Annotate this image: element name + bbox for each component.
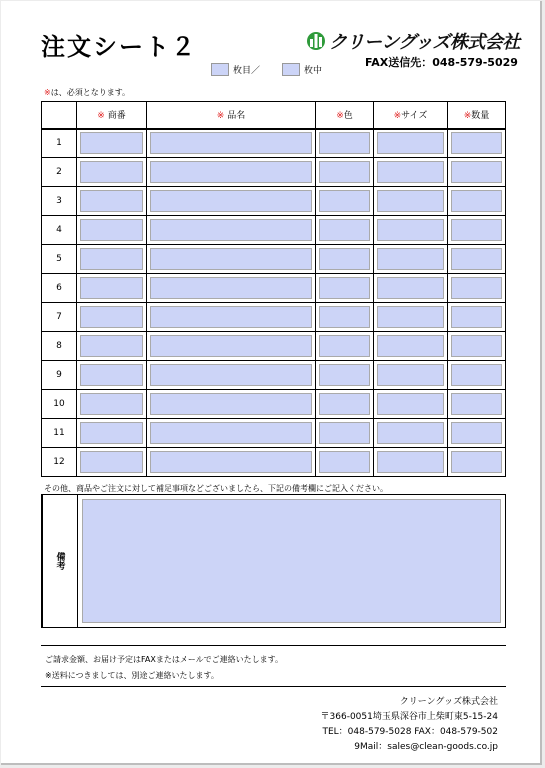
cell-name [147,448,316,477]
cell-code [77,303,147,332]
size-input[interactable] [377,277,444,299]
cell-size [374,158,448,187]
page-of-label: 枚目／ [233,66,261,76]
qty-input[interactable] [451,132,502,154]
cell-code [77,419,147,448]
table-row [42,390,506,419]
cell-name [147,187,316,216]
col-header-size [374,102,448,129]
cell-size [374,245,448,274]
cell-qty [448,245,506,274]
row-number: 5 [42,245,77,274]
name-input[interactable] [150,219,312,241]
company-logo [306,29,520,53]
qty-input[interactable] [451,393,502,415]
footer-notes [45,652,283,684]
cell-size [374,448,448,477]
name-input[interactable] [150,277,312,299]
code-input[interactable] [80,277,143,299]
cell-name [147,390,316,419]
cell-code [77,245,147,274]
row-number: 1 [42,129,77,158]
cell-code [77,158,147,187]
cell-code [77,448,147,477]
size-input[interactable] [377,335,444,357]
cell-qty [448,419,506,448]
cell-size [374,419,448,448]
cell-color [316,390,374,419]
cell-name [147,303,316,332]
required-mark: ※ [216,111,225,122]
cell-size [374,390,448,419]
cell-qty [448,448,506,477]
table-row [42,361,506,390]
col-header-num [42,102,77,129]
size-input[interactable] [377,393,444,415]
cell-color [316,129,374,158]
qty-input[interactable] [451,277,502,299]
code-input[interactable] [80,248,143,270]
size-input[interactable] [377,219,444,241]
name-input[interactable] [150,161,312,183]
required-mark: ※ [336,111,344,122]
cell-qty [448,187,506,216]
cell-qty [448,158,506,187]
cell-name [147,245,316,274]
cell-code [77,187,147,216]
cell-qty [448,332,506,361]
cell-qty [448,361,506,390]
col-header-label: 数量 [471,111,490,122]
code-input[interactable] [80,219,143,241]
cell-qty [448,129,506,158]
color-input[interactable] [319,161,370,183]
col-header-qty [448,102,506,129]
cell-code [77,274,147,303]
order-table [41,101,506,477]
col-header-label: 色 [343,111,353,122]
color-input[interactable] [319,451,370,473]
row-number: 11 [42,419,77,448]
cell-code [77,216,147,245]
qty-input[interactable] [451,248,502,270]
qty-input[interactable] [451,190,502,212]
company-tel-fax: TEL：048-579-5028 FAX：048-579-502 [322,727,498,737]
logo-text: クリーングッズ株式会社 [329,32,520,53]
code-input[interactable] [80,190,143,212]
remarks-label: 備考 [43,495,78,627]
table-row [42,245,506,274]
table-row [42,448,506,477]
row-number: 12 [42,448,77,477]
order-rows [42,129,506,477]
cell-size [374,187,448,216]
cell-size [374,332,448,361]
cell-qty [448,303,506,332]
required-mark: ※ [463,111,472,122]
other-note: その他、商品やご注文に対して補足事項などございましたら、下記の備考欄にご記入ください。 [44,484,388,493]
code-input[interactable] [80,335,143,357]
row-number: 10 [42,390,77,419]
qty-input[interactable] [451,306,502,328]
cell-size [374,274,448,303]
cell-name [147,361,316,390]
order-sheet-page [1,1,542,765]
table-row [42,303,506,332]
table-row [42,419,506,448]
cell-color [316,361,374,390]
cell-color [316,303,374,332]
page-count [211,63,322,76]
color-input[interactable] [319,219,370,241]
page-total-label: 枚中 [304,66,323,76]
cell-color [316,216,374,245]
name-input[interactable] [150,393,312,415]
code-input[interactable] [80,132,143,154]
row-number: 7 [42,303,77,332]
page-title: 注文シート２ [41,33,197,61]
cell-color [316,332,374,361]
required-mark: ※ [97,111,105,122]
name-input[interactable] [150,335,312,357]
name-input[interactable] [150,190,312,212]
code-input[interactable] [80,422,143,444]
col-header-name [147,102,316,129]
required-note [44,87,130,98]
size-input[interactable] [377,161,444,183]
cell-size [374,361,448,390]
color-input[interactable] [319,364,370,386]
table-row [42,129,506,158]
cell-code [77,129,147,158]
cell-qty [448,216,506,245]
footer-note: ※送料につきましては、別途ご連絡いたします。 [45,671,219,680]
table-row [42,158,506,187]
cell-code [77,332,147,361]
code-input[interactable] [80,393,143,415]
required-mark: ※ [44,88,51,97]
table-row [42,216,506,245]
cell-size [374,303,448,332]
name-input[interactable] [150,248,312,270]
size-input[interactable] [377,190,444,212]
col-header-color [316,102,374,129]
col-header-code [77,102,147,129]
row-number: 2 [42,158,77,187]
color-input[interactable] [319,132,370,154]
cell-code [77,390,147,419]
size-input[interactable] [377,451,444,473]
code-input[interactable] [80,364,143,386]
company-name: クリーングッズ株式会社 [399,697,498,707]
table-row [42,332,506,361]
cell-size [374,129,448,158]
cell-name [147,216,316,245]
color-input[interactable] [319,190,370,212]
row-number: 3 [42,187,77,216]
cell-color [316,419,374,448]
cell-code [77,361,147,390]
col-header-label: 商番 [107,111,126,122]
row-number: 6 [42,274,77,303]
size-input[interactable] [377,364,444,386]
table-header-row [42,102,506,129]
cell-name [147,332,316,361]
qty-input[interactable] [451,364,502,386]
page-number-field[interactable] [211,63,229,76]
size-input[interactable] [377,306,444,328]
company-address: 〒366-0051埼玉県深谷市上柴町東5-15-24 [320,712,498,722]
color-input[interactable] [319,422,370,444]
col-header-label: サイズ [401,111,428,122]
cell-name [147,129,316,158]
color-input[interactable] [319,306,370,328]
footer-note: ご請求金額、お届け予定はFAXまたはメールでご連絡いたします。 [45,655,284,664]
size-input[interactable] [377,132,444,154]
cell-qty [448,390,506,419]
code-input[interactable] [80,306,143,328]
cell-color [316,187,374,216]
company-mail: 9Mail：sales@clean-goods.co.jp [354,742,498,752]
table-row [42,274,506,303]
remarks-section [41,494,506,628]
color-input[interactable] [319,248,370,270]
page-total-field[interactable] [282,63,300,76]
name-input[interactable] [150,306,312,328]
row-number: 4 [42,216,77,245]
required-note-text: は、必須となります。 [50,88,131,97]
cell-color [316,158,374,187]
cell-color [316,448,374,477]
row-number: 9 [42,361,77,390]
name-input[interactable] [150,451,312,473]
company-info [321,695,498,755]
cell-qty [448,274,506,303]
divider [41,686,506,687]
remarks-field[interactable] [82,499,501,623]
qty-input[interactable] [451,422,502,444]
size-input[interactable] [377,422,444,444]
leaf-logo-icon [306,31,326,51]
qty-input[interactable] [451,335,502,357]
name-input[interactable] [150,422,312,444]
code-input[interactable] [80,451,143,473]
color-input[interactable] [319,393,370,415]
qty-input[interactable] [451,219,502,241]
name-input[interactable] [150,364,312,386]
col-header-label: 品名 [227,111,246,122]
cell-color [316,245,374,274]
required-mark: ※ [393,111,402,122]
divider [41,645,506,646]
row-number: 8 [42,332,77,361]
cell-color [316,274,374,303]
qty-input[interactable] [451,451,502,473]
size-input[interactable] [377,248,444,270]
cell-size [374,216,448,245]
table-row [42,187,506,216]
color-input[interactable] [319,277,370,299]
fax-destination: FAX送信先：048-579-5029 [365,56,518,69]
qty-input[interactable] [451,161,502,183]
name-input[interactable] [150,132,312,154]
cell-name [147,158,316,187]
code-input[interactable] [80,161,143,183]
color-input[interactable] [319,335,370,357]
cell-name [147,419,316,448]
cell-name [147,274,316,303]
